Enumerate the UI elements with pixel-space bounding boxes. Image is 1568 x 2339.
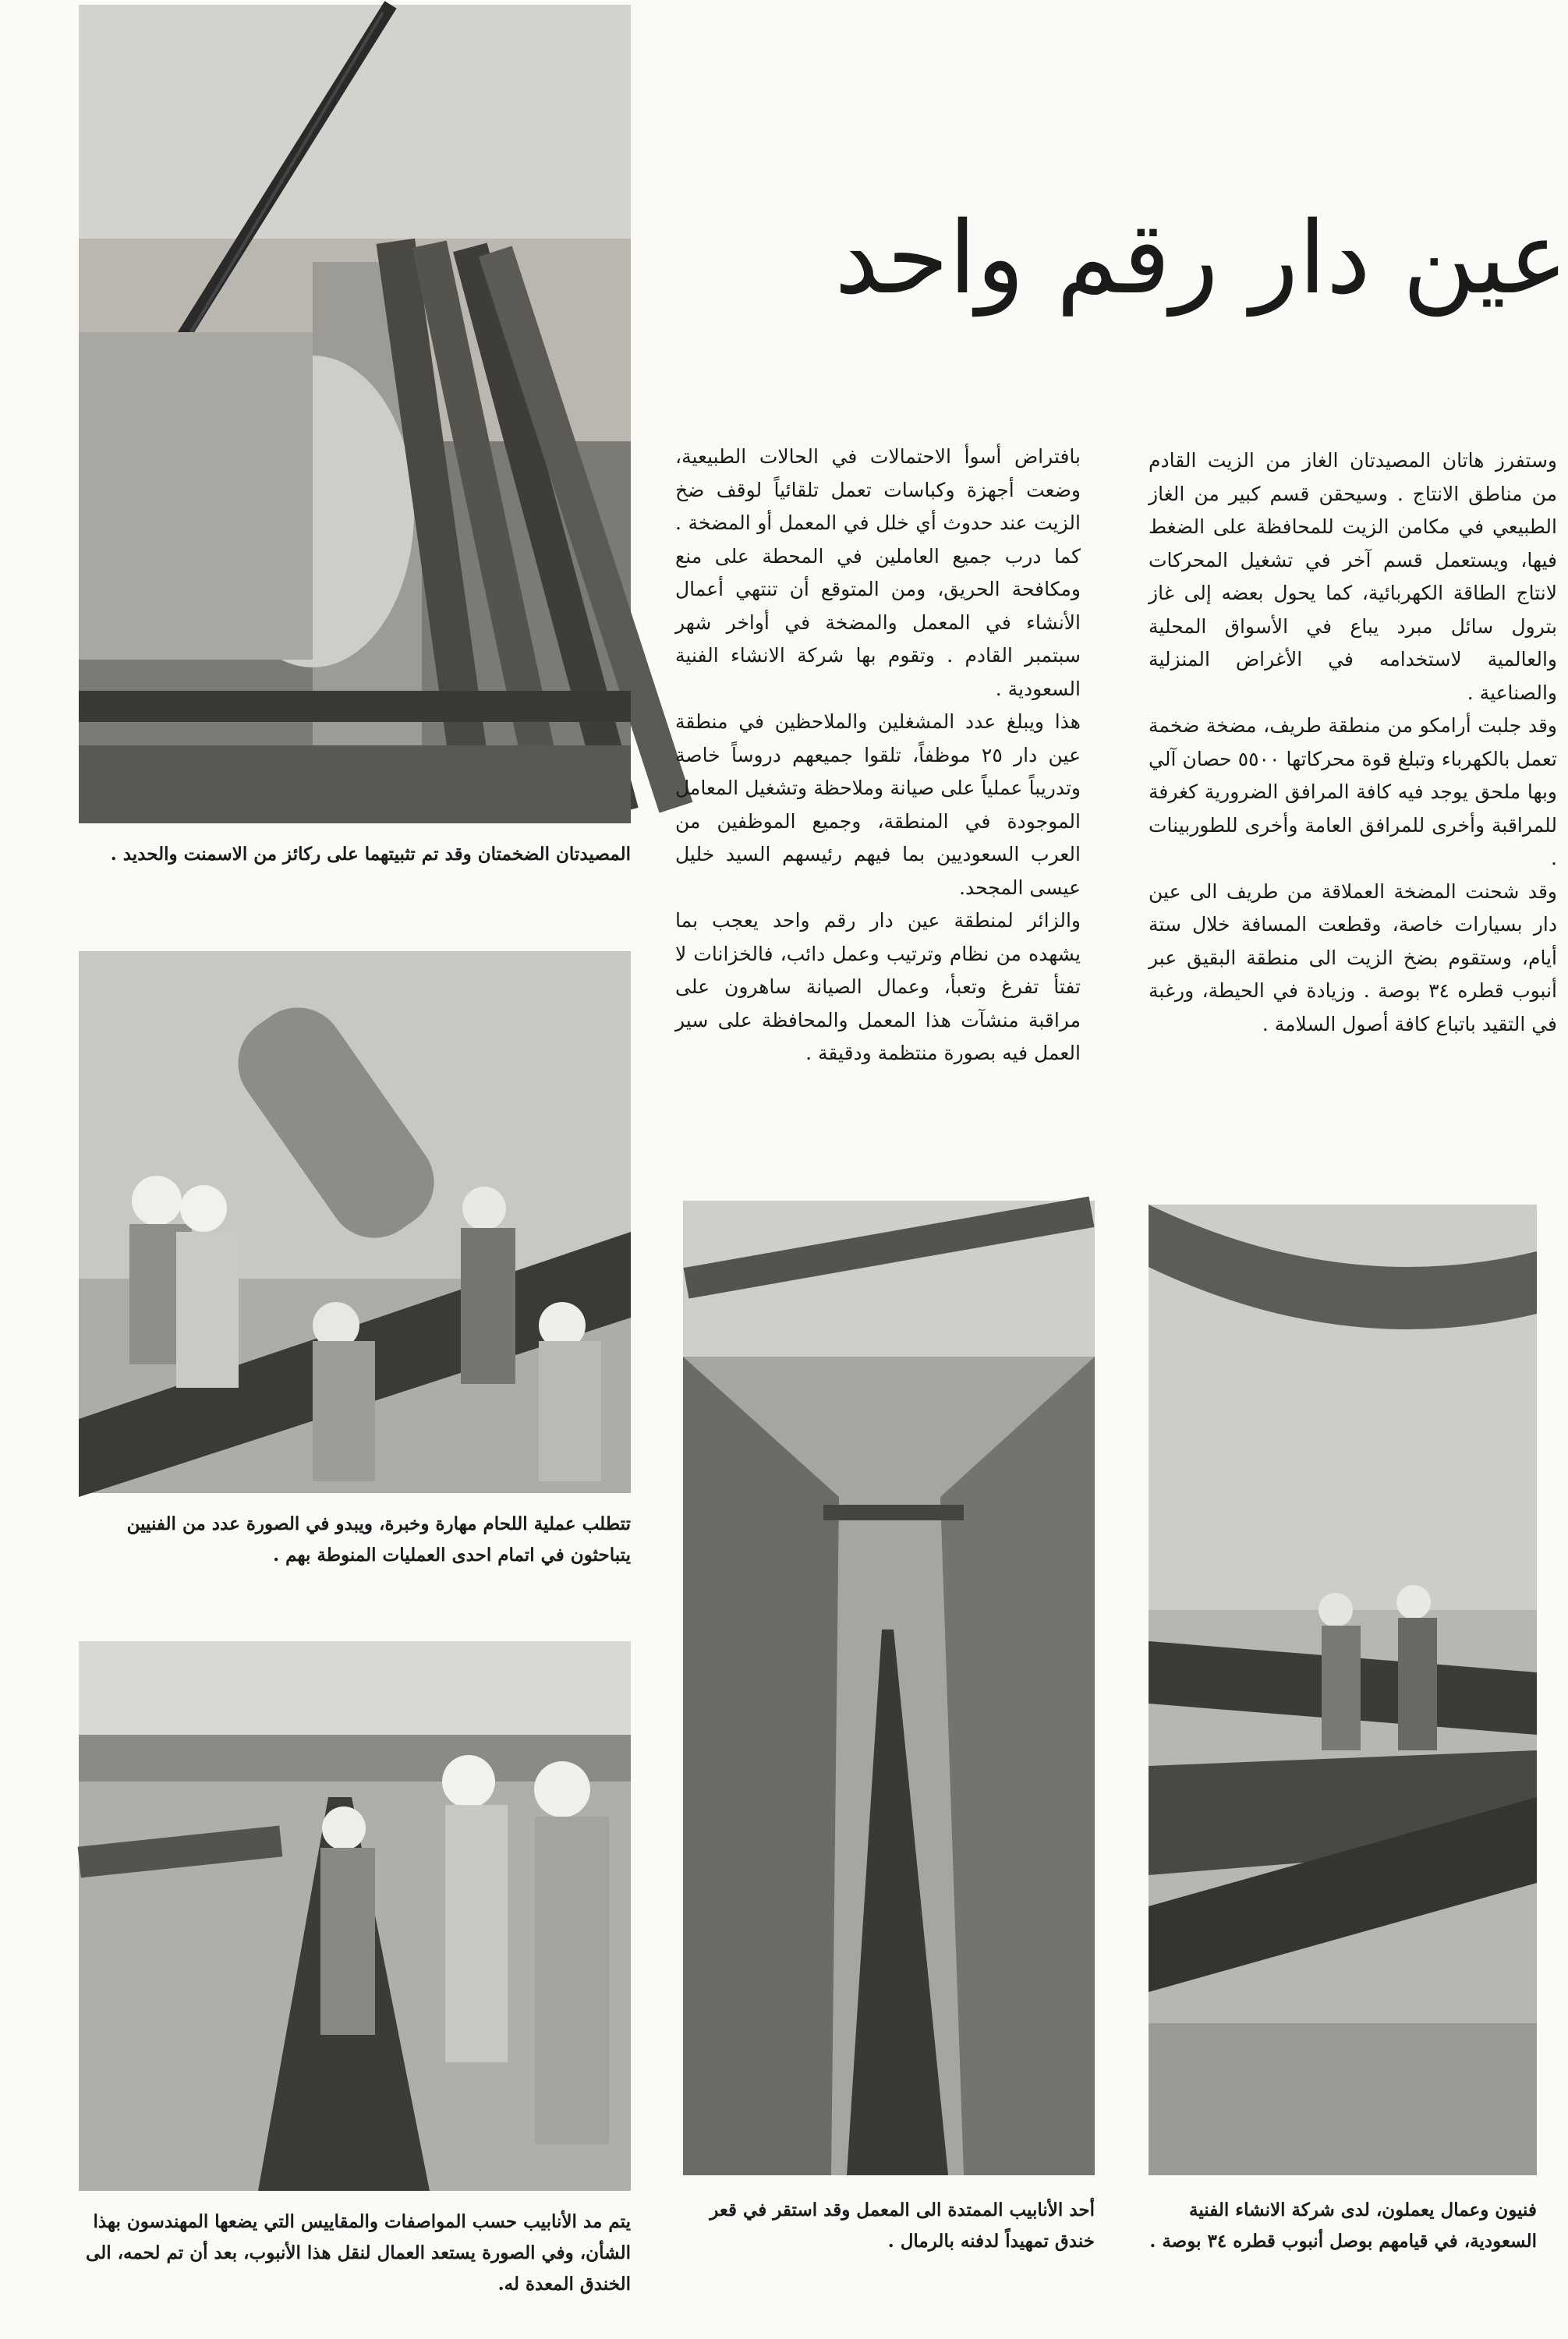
caption-photo4: أحد الأنابيب الممتدة الى المعمل وقد استقر في قعر خندق تمهيداً لدفنه بالرمال .: [710, 2199, 1095, 2252]
photo-pipe-trench: [683, 1201, 1095, 2175]
caption-photo5: فنيون وعمال يعملون، لدى شركة الانشاء الفنية السعودية، في قيامهم بوصل أنبوب قطره ٣٤ بوصة .: [1149, 2199, 1537, 2252]
paragraph: وقد شحنت المضخة العملاقة من طريف الى عين دار بسيارات خاصة، وقطعت المسافة خلال ستة أيام، وستقوم بضخ الزيت الى منطقة البقيق عبر أنبوب قطره ٣٤ بوصة . وزيادة في الحيطة، ورغبة في التقيد باتباع كافة أصول السلامة .: [1149, 879, 1557, 1035]
paragraph: وقد جلبت أرامكو من منطقة طريف، مضخة ضخمة تعمل بالكهرباء وتبلغ قوة محركاتها ٥٥٠٠ حصان آلي وبها ملحق يوجد فيه كافة المرافق الضرورية كغرفة للمراقبة وأخرى للمرافق العامة وأخرى للطوربينات .: [1149, 714, 1557, 869]
article-column-right-clip: [1137, 444, 1557, 1115]
paragraph: هذا ويبلغ عدد المشغلين والملاحظين في منطقة عين دار ٢٥ موظفاً، تلقوا جميعهم دروساً خاصة وتدريباً عملياً على صيانة وملاحظة وتشغيل المعامل الموجودة في المنطقة، وجميع الموظفين من العرب السعوديين بما فيهم رئيسهم السيد خليل عيسى المجحد.: [675, 710, 1081, 899]
photo-separator-tanks: [79, 5, 631, 823]
photo-pipe-workers: [1149, 1205, 1537, 2175]
paragraph: والزائر لمنطقة عين دار رقم واحد يعجب بما يشهده من نظام وترتيب وعمل دائب، فالخزانات لا تفتأ تفرغ وتعبأ، وعمال الصيانة ساهرون على مراقبة منشآت هذا المعمل والمحافظة على سير العمل فيه بصورة منتظمة ودقيقة .: [675, 909, 1081, 1064]
paragraph: وستفرز هاتان المصيدتان الغاز من الزيت القادم من مناطق الانتاج . وسيحقن قسم كبير من الغاز الطبيعي في مكامن الزيت للمحافظة على الضغط فيها، ويستعمل قسم آخر في تشغيل المحركات لانتاج الطاقة الكهربائية، كما يحول بعضه إلى غاز بترول سائل مبرد يباع في الأسواق المحلية والعالمية لاستخدامه في الأغراض المنزلية والصناعية .: [1149, 449, 1557, 704]
paragraph: بافتراض أسوأ الاحتمالات في الحالات الطبيعية، وضعت أجهزة وكباسات تعمل تلقائياً لوقف ضخ الزيت عند حدوث أي خلل في المعمل أو المضخة . كما درب جميع العاملين في المحطة على منع ومكافحة الحريق، ومن المتوقع أن تنتهي أعمال الأنشاء في المعمل والمضخة في أواخر شهر سبتمبر القادم . وتقوم بها شركة الانشاء الفنية السعودية .: [675, 445, 1081, 700]
caption-photo1: المصيدتان الضخمتان وقد تم تثبيتهما على ركائز من الاسمنت والحديد .: [110, 844, 631, 865]
caption-photo3: يتم مد الأنابيب حسب المواصفات والمقاييس التي يضعها المهندسون بهذا الشأن، وفي الصورة يستعد العمال لنقل هذا الأنبوب، بعد أن تم لحمه، الى الخندق المعدة له.: [86, 2211, 631, 2295]
article-column-right: [1149, 444, 1557, 1041]
photo-welders: [79, 951, 631, 1493]
photo-pipe-yard: [79, 1641, 631, 2191]
caption-photo2: تتطلب عملية اللحام مهارة وخبرة، ويبدو في الصورة عدد من الفنيين يتباحثون في اتمام احدى العمليات المنوطة بهم .: [126, 1513, 631, 1566]
article-column-middle: [675, 441, 1081, 1070]
page-title: عين دار رقم واحد: [834, 200, 1568, 317]
